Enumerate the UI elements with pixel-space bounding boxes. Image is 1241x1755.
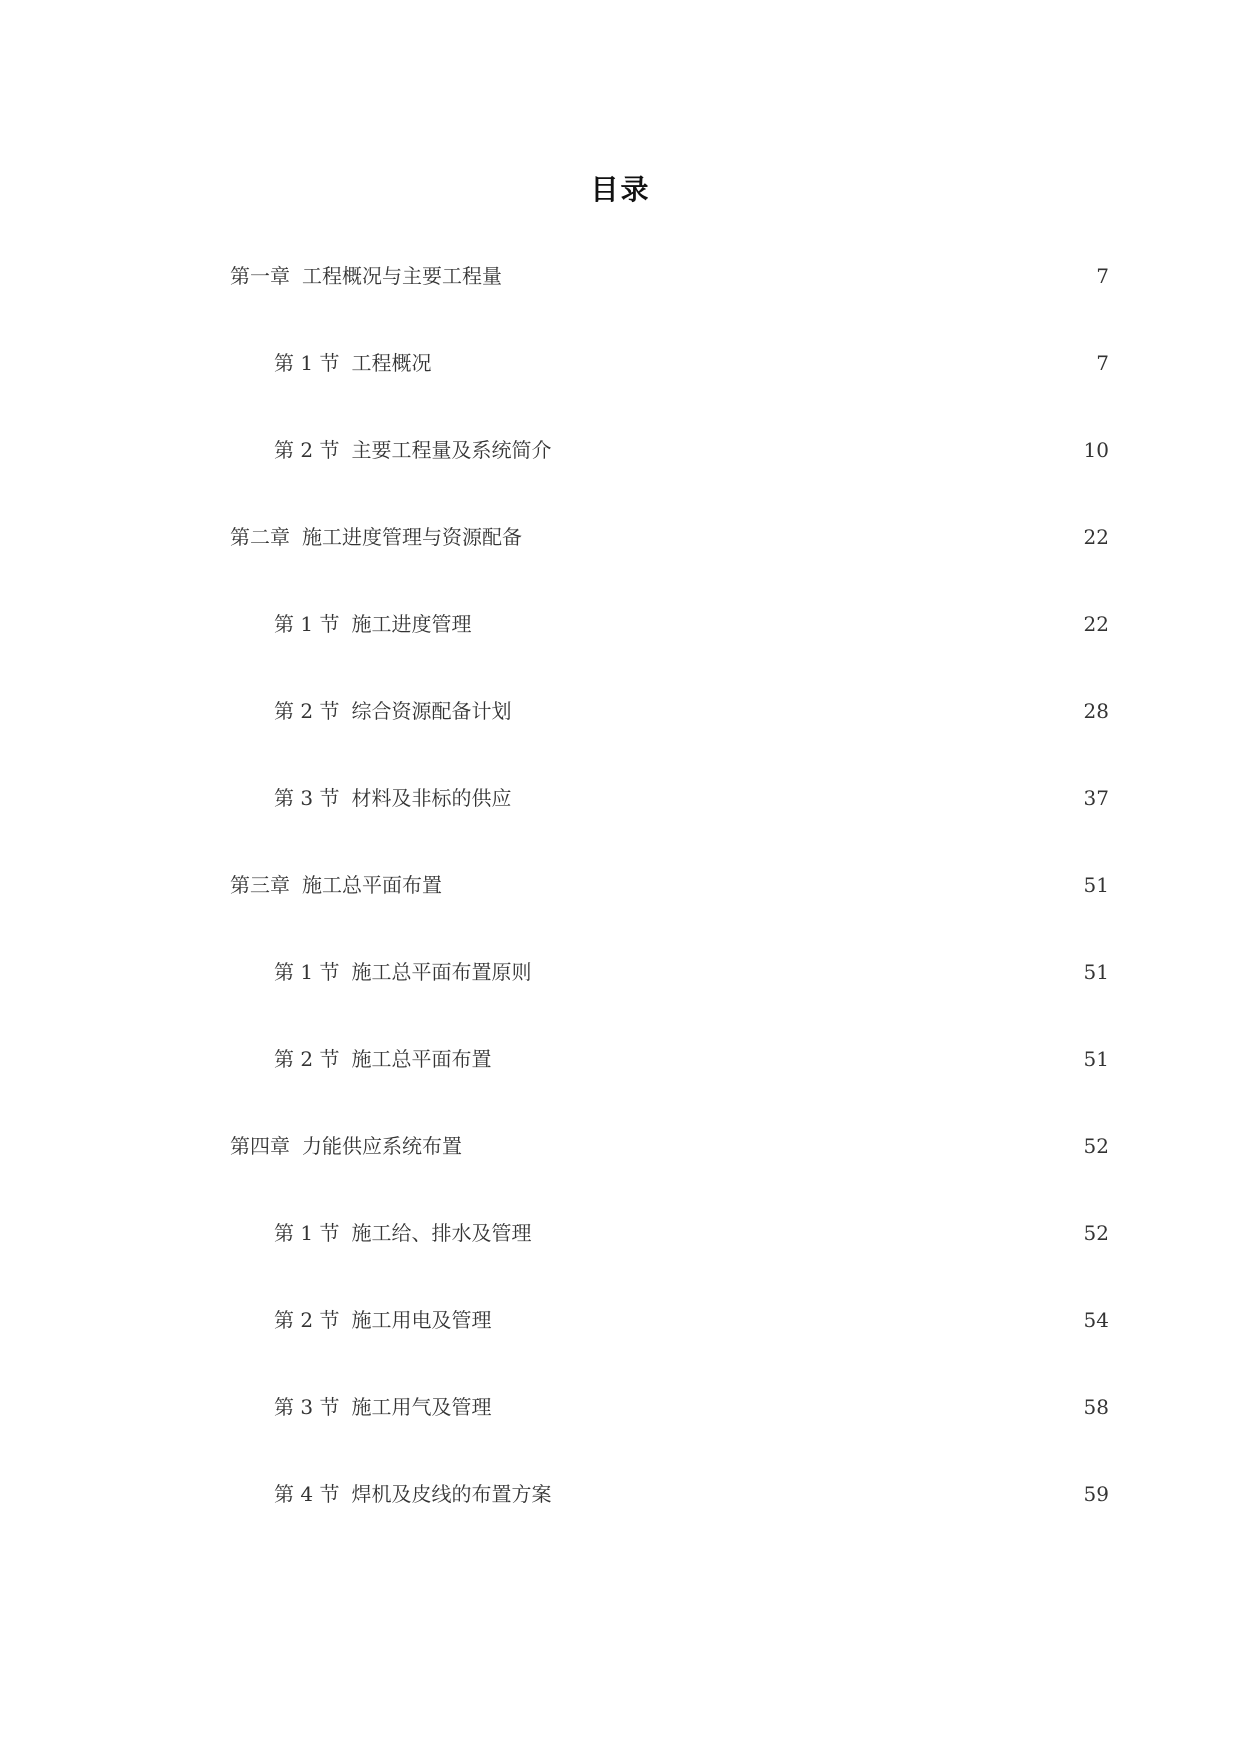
toc-entry-section[interactable] xyxy=(274,1479,1109,1509)
toc-entry-page: 51 xyxy=(1083,960,1109,984)
toc-entry-page: 52 xyxy=(1083,1134,1109,1158)
dot-leader xyxy=(479,609,1079,639)
toc-entry-page: 52 xyxy=(1083,1221,1109,1245)
dot-leader xyxy=(510,261,1092,291)
toc-entry-number: 第 3 节 xyxy=(274,786,340,810)
dot-leader xyxy=(559,435,1079,465)
toc-entry-title: 施工用气及管理 xyxy=(351,1395,492,1419)
toc-entry-title: 施工总平面布置 xyxy=(351,1047,492,1071)
toc-entry-chapter[interactable] xyxy=(230,261,1109,291)
toc-entry-section[interactable] xyxy=(274,1392,1109,1422)
toc-entry-page: 22 xyxy=(1083,612,1109,636)
dot-leader xyxy=(499,1044,1079,1074)
toc-entry-page: 28 xyxy=(1083,699,1109,723)
dot-leader xyxy=(499,1305,1079,1335)
toc-entry-page: 37 xyxy=(1083,786,1109,810)
dot-leader xyxy=(539,1218,1079,1248)
toc-entry-section[interactable] xyxy=(274,1218,1109,1248)
dot-leader xyxy=(470,1131,1080,1161)
toc-entry-title: 施工用电及管理 xyxy=(351,1308,492,1332)
toc-entry-page: 7 xyxy=(1096,264,1109,288)
toc-entry-title: 力能供应系统布置 xyxy=(302,1134,462,1158)
toc-entry-title: 施工总平面布置原则 xyxy=(351,960,532,984)
toc-entry-title: 施工给、排水及管理 xyxy=(351,1221,532,1245)
toc-entry-title: 工程概况 xyxy=(351,351,432,375)
toc-entry-title: 施工总平面布置 xyxy=(302,873,442,897)
toc-entry-number: 第四章 xyxy=(230,1134,290,1158)
toc-entry-page: 51 xyxy=(1083,1047,1109,1071)
toc-entry-label xyxy=(274,1218,539,1248)
toc-entry-label xyxy=(230,870,450,900)
toc-entry-section[interactable] xyxy=(274,435,1109,465)
toc-entry-page: 7 xyxy=(1096,351,1109,375)
toc-entry-label xyxy=(274,783,519,813)
toc-entry-title: 综合资源配备计划 xyxy=(351,699,512,723)
toc-entry-chapter[interactable] xyxy=(230,522,1109,552)
toc-entry-label xyxy=(274,1392,499,1422)
toc-entry-number: 第 1 节 xyxy=(274,1221,340,1245)
toc-entry-chapter[interactable] xyxy=(230,870,1109,900)
toc-entry-number: 第 4 节 xyxy=(274,1482,340,1506)
toc-entry-page: 54 xyxy=(1083,1308,1109,1332)
toc-entry-number: 第 1 节 xyxy=(274,351,340,375)
toc-entry-label xyxy=(274,609,479,639)
toc-entry-page: 58 xyxy=(1083,1395,1109,1419)
dot-leader xyxy=(519,783,1079,813)
toc-entry-section[interactable] xyxy=(274,1044,1109,1074)
toc-entry-number: 第 1 节 xyxy=(274,612,340,636)
toc-entry-title: 施工进度管理与资源配备 xyxy=(302,525,522,549)
dot-leader xyxy=(539,957,1079,987)
dot-leader xyxy=(439,348,1092,378)
toc-entry-title: 材料及非标的供应 xyxy=(351,786,512,810)
toc-entry-page: 10 xyxy=(1083,438,1109,462)
toc-entry-number: 第 2 节 xyxy=(274,699,340,723)
toc-entry-page: 59 xyxy=(1083,1482,1109,1506)
toc-entry-title: 焊机及皮线的布置方案 xyxy=(351,1482,552,1506)
toc-entry-number: 第三章 xyxy=(230,873,290,897)
toc-entry-section[interactable] xyxy=(274,348,1109,378)
toc-entry-label xyxy=(274,1305,499,1335)
toc-entry-label xyxy=(274,348,439,378)
toc-entry-title: 工程概况与主要工程量 xyxy=(302,264,502,288)
toc-entry-number: 第 2 节 xyxy=(274,1308,340,1332)
dot-leader xyxy=(559,1479,1079,1509)
toc-entry-section[interactable] xyxy=(274,696,1109,726)
toc-entry-page: 51 xyxy=(1083,873,1109,897)
toc-entry-label xyxy=(274,957,539,987)
toc-entry-number: 第 3 节 xyxy=(274,1395,340,1419)
toc-entry-number: 第 2 节 xyxy=(274,438,340,462)
dot-leader xyxy=(499,1392,1079,1422)
toc-entry-section[interactable] xyxy=(274,609,1109,639)
toc-entry-label xyxy=(230,522,530,552)
dot-leader xyxy=(450,870,1080,900)
toc-entry-number: 第 2 节 xyxy=(274,1047,340,1071)
toc-entry-label xyxy=(274,696,519,726)
toc-entry-label xyxy=(274,1044,499,1074)
toc-entry-label xyxy=(230,1131,470,1161)
toc-entry-chapter[interactable] xyxy=(230,1131,1109,1161)
toc-entry-label xyxy=(230,261,510,291)
toc-entry-title: 主要工程量及系统简介 xyxy=(351,438,552,462)
dot-leader xyxy=(519,696,1079,726)
toc-entry-page: 22 xyxy=(1083,525,1109,549)
toc-entry-number: 第二章 xyxy=(230,525,290,549)
toc-entry-label xyxy=(274,435,559,465)
toc-entry-section[interactable] xyxy=(274,957,1109,987)
toc-entry-number: 第一章 xyxy=(230,264,290,288)
toc-entry-section[interactable] xyxy=(274,1305,1109,1335)
toc-entry-title: 施工进度管理 xyxy=(351,612,472,636)
toc-entry-label xyxy=(274,1479,559,1509)
toc-entry-number: 第 1 节 xyxy=(274,960,340,984)
toc-entry-section[interactable] xyxy=(274,783,1109,813)
page-title: 目录 xyxy=(590,173,651,206)
dot-leader xyxy=(530,522,1080,552)
